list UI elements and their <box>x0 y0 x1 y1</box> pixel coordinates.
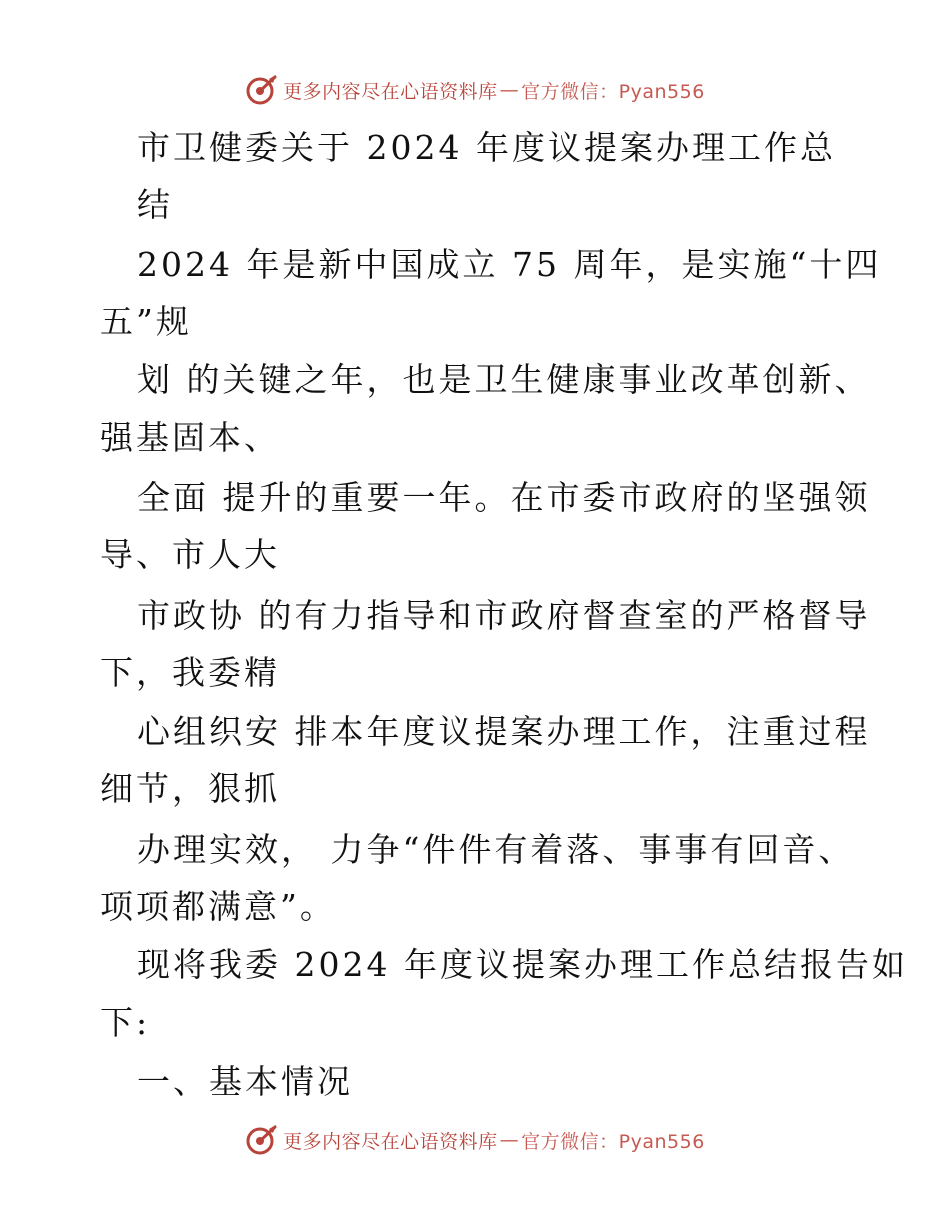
banner-wechat-text: 官方微信：Pyan556 <box>521 1130 705 1153</box>
paragraph-line: 现将我委 2024 年度议提案办理工作总结报告如 <box>137 945 908 984</box>
paragraph-line: 项项都满意”。 <box>100 887 336 926</box>
paragraph-line: 2024 年是新中国成立 75 周年，是实施“十四 <box>137 245 882 284</box>
pen-logo-icon <box>245 1123 279 1157</box>
paragraph-line: 强基固本、 <box>100 418 280 457</box>
paragraph-line: 下，我委精 <box>100 653 280 692</box>
banner-dash: — <box>499 79 520 101</box>
banner-wechat-text: 官方微信：Pyan556 <box>521 80 705 103</box>
paragraph-line: 心组织安 排本年度议提案办理工作，注重过程 <box>137 712 871 751</box>
paragraph-line: 办理实效， 力争“件件有着落、事事有回音、 <box>137 830 855 869</box>
paragraph-line: 五”规 <box>100 302 192 341</box>
banner-main-text: 更多内容尽在心语资料库 <box>283 80 498 103</box>
paragraph-line: 市政协 的有力指导和市政府督查室的严格督导 <box>137 596 871 635</box>
footer-banner <box>0 1120 950 1160</box>
document-title-line-2: 结 <box>137 185 173 224</box>
paragraph-line: 全面 提升的重要一年。在市委市政府的坚强领 <box>137 478 871 517</box>
paragraph-line: 导、市人大 <box>100 535 280 574</box>
banner-main-text: 更多内容尽在心语资料库 <box>283 1130 498 1153</box>
document-title-line-1: 市卫健委关于 2024 年度议提案办理工作总 <box>137 128 836 167</box>
banner-dash: — <box>499 1129 520 1151</box>
paragraph-line: 下: <box>100 1003 151 1042</box>
paragraph-line: 细节，狠抓 <box>100 769 280 808</box>
section-heading: 一、基本情况 <box>137 1062 353 1101</box>
paragraph-line: 划 的关键之年，也是卫生健康事业改革创新、 <box>137 360 871 399</box>
